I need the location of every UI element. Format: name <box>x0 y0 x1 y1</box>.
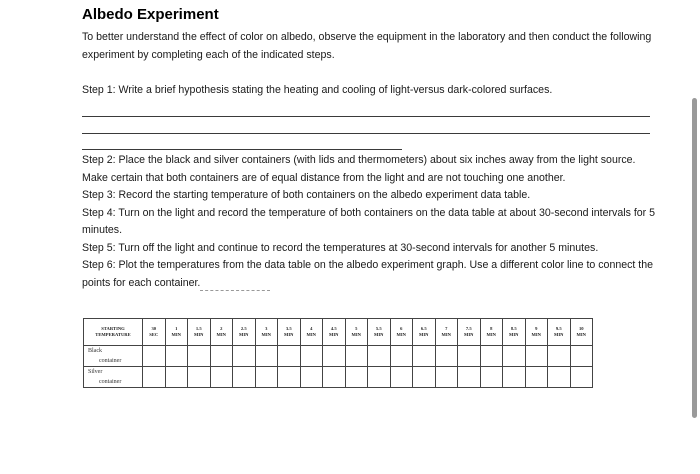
header-time-unit: MIN <box>284 332 294 337</box>
temperature-cell[interactable] <box>480 367 503 388</box>
answer-line-3[interactable] <box>82 149 402 150</box>
temperature-cell[interactable] <box>525 346 548 367</box>
header-time-cell <box>188 319 211 346</box>
step-1-text: Step 1: Write a brief hypothesis stating the heating and cooling of light-versus dark-colored surfaces. <box>82 84 553 96</box>
intro-paragraph: To better understand the effect of color on albedo, observe the equipment in the laboratory and then conduct the following experiment by completing each of the indicated steps. <box>82 31 652 61</box>
temperature-cell[interactable] <box>345 367 368 388</box>
header-time-number: 2 <box>220 326 223 331</box>
vertical-scrollbar[interactable] <box>692 98 697 418</box>
header-time-cell <box>525 319 548 346</box>
temperature-cell[interactable] <box>435 367 458 388</box>
header-time-number: 5 <box>355 326 358 331</box>
row-label <box>84 346 143 367</box>
header-time-number: 6.5 <box>420 326 427 331</box>
header-time-number: 3.5 <box>285 326 292 331</box>
header-time-number: 30 <box>151 326 157 331</box>
header-time-unit: MIN <box>531 332 541 337</box>
header-time-number: 5.5 <box>375 326 382 331</box>
temperature-cell[interactable] <box>503 346 526 367</box>
temperature-cell[interactable] <box>458 346 481 367</box>
header-time-unit: MIN <box>329 332 339 337</box>
header-time-unit: MIN <box>216 332 226 337</box>
header-time-cell <box>278 319 301 346</box>
row-label <box>84 367 143 388</box>
header-time-number: 10 <box>578 326 584 331</box>
page-title: Albedo Experiment <box>82 6 219 23</box>
header-time-cell <box>143 319 166 346</box>
table-header-row <box>84 319 593 346</box>
temperature-cell[interactable] <box>413 367 436 388</box>
temperature-cell[interactable] <box>188 346 211 367</box>
header-time-number: 7 <box>445 326 448 331</box>
temperature-cell[interactable] <box>233 346 256 367</box>
header-time-number: 9.5 <box>555 326 562 331</box>
header-time-unit: MIN <box>419 332 429 337</box>
temperature-cell[interactable] <box>300 367 323 388</box>
temperature-cell[interactable] <box>390 367 413 388</box>
header-time-number: 7.5 <box>465 326 472 331</box>
temperature-cell[interactable] <box>368 367 391 388</box>
temperature-cell[interactable] <box>143 367 166 388</box>
temperature-cell[interactable] <box>458 367 481 388</box>
temperature-cell[interactable] <box>188 367 211 388</box>
temperature-cell[interactable] <box>570 367 593 388</box>
header-time-cell <box>570 319 593 346</box>
header-time-number: 1 <box>175 326 178 331</box>
header-starting-temperature: STARTING TEMPERATURE <box>84 319 143 346</box>
header-time-number: 8.5 <box>510 326 517 331</box>
header-time-unit: MIN <box>464 332 474 337</box>
header-time-cell <box>345 319 368 346</box>
temperature-cell[interactable] <box>300 346 323 367</box>
temperature-cell[interactable] <box>165 346 188 367</box>
temperature-cell[interactable] <box>323 367 346 388</box>
header-time-cell <box>390 319 413 346</box>
header-time-number: 2.5 <box>240 326 247 331</box>
temperature-cell[interactable] <box>548 346 571 367</box>
answer-line-2[interactable] <box>82 133 650 134</box>
temperature-cell[interactable] <box>210 346 233 367</box>
header-time-cell <box>413 319 436 346</box>
header-time-number: 8 <box>490 326 493 331</box>
temperature-cell[interactable] <box>548 367 571 388</box>
row-label-line-1: Black <box>88 348 102 354</box>
temperature-cell[interactable] <box>435 346 458 367</box>
header-time-cell <box>458 319 481 346</box>
header-time-unit: MIN <box>261 332 271 337</box>
header-time-cell <box>255 319 278 346</box>
header-time-unit: MIN <box>396 332 406 337</box>
temperature-cell[interactable] <box>165 367 188 388</box>
answer-line-1[interactable] <box>82 116 650 117</box>
header-time-unit: MIN <box>239 332 249 337</box>
header-time-cell <box>300 319 323 346</box>
temperature-cell[interactable] <box>413 346 436 367</box>
step-2-text: Step 2: Place the black and silver containers (with lids and thermometers) about six inches away from the light source. Make certain that both containers are of equal distance from the light and are not touching one another. <box>82 154 636 184</box>
row-label-line-2: container <box>99 379 122 385</box>
header-time-unit: MIN <box>194 332 204 337</box>
steps-list <box>82 152 662 292</box>
temperature-cell[interactable] <box>278 367 301 388</box>
step-4-text: Step 4: Turn on the light and record the temperature of both containers on the data table at about 30-second intervals for 5 minutes. <box>82 206 656 236</box>
header-time-cell <box>435 319 458 346</box>
header-time-unit: MIN <box>351 332 361 337</box>
header-time-unit: SEC <box>149 332 159 337</box>
step-5-text: Step 5: Turn off the light and continue to record the temperatures at 30-second intervals for another 5 minutes. <box>82 241 599 254</box>
header-time-number: 3 <box>265 326 268 331</box>
header-time-cell <box>323 319 346 346</box>
temperature-cell[interactable] <box>503 367 526 388</box>
header-time-number: 4 <box>310 326 313 331</box>
table-row <box>84 367 593 388</box>
temperature-cell[interactable] <box>233 367 256 388</box>
step-3-text: Step 3: Record the starting temperature of both containers on the albedo experiment data table. <box>82 189 531 201</box>
header-time-unit: MIN <box>441 332 451 337</box>
temperature-cell[interactable] <box>278 346 301 367</box>
header-time-number: 9 <box>535 326 538 331</box>
header-time-unit: MIN <box>374 332 384 337</box>
header-time-unit: MIN <box>486 332 496 337</box>
step-6-text: Step 6: Plot the temperatures from the data table on the albedo experiment graph. Use a different color line to connect the points for each container. <box>82 259 654 289</box>
header-time-number: 4.5 <box>330 326 337 331</box>
header-time-unit: MIN <box>554 332 564 337</box>
header-time-unit: MIN <box>306 332 316 337</box>
row-label-line-2: container <box>99 358 122 364</box>
header-time-cell <box>548 319 571 346</box>
header-time-cell <box>480 319 503 346</box>
header-time-cell <box>368 319 391 346</box>
temperature-cell[interactable] <box>210 367 233 388</box>
temperature-cell[interactable] <box>255 367 278 388</box>
albedo-data-table <box>83 318 593 388</box>
header-time-cell <box>165 319 188 346</box>
header-time-number: 6 <box>400 326 403 331</box>
header-time-cell <box>210 319 233 346</box>
temperature-cell[interactable] <box>143 346 166 367</box>
temperature-cell[interactable] <box>480 346 503 367</box>
faint-scribble <box>200 290 270 291</box>
temperature-cell[interactable] <box>525 367 548 388</box>
temperature-cell[interactable] <box>255 346 278 367</box>
header-time-unit: MIN <box>576 332 586 337</box>
header-time-cell <box>503 319 526 346</box>
temperature-cell[interactable] <box>390 346 413 367</box>
header-time-number: 1.5 <box>195 326 202 331</box>
temperature-cell[interactable] <box>368 346 391 367</box>
temperature-cell[interactable] <box>323 346 346 367</box>
temperature-cell[interactable] <box>345 346 368 367</box>
header-time-unit: MIN <box>171 332 181 337</box>
header-time-unit: MIN <box>509 332 519 337</box>
temperature-cell[interactable] <box>570 346 593 367</box>
row-label-line-1: Silver <box>88 369 103 375</box>
header-time-cell <box>233 319 256 346</box>
table-row <box>84 346 593 367</box>
